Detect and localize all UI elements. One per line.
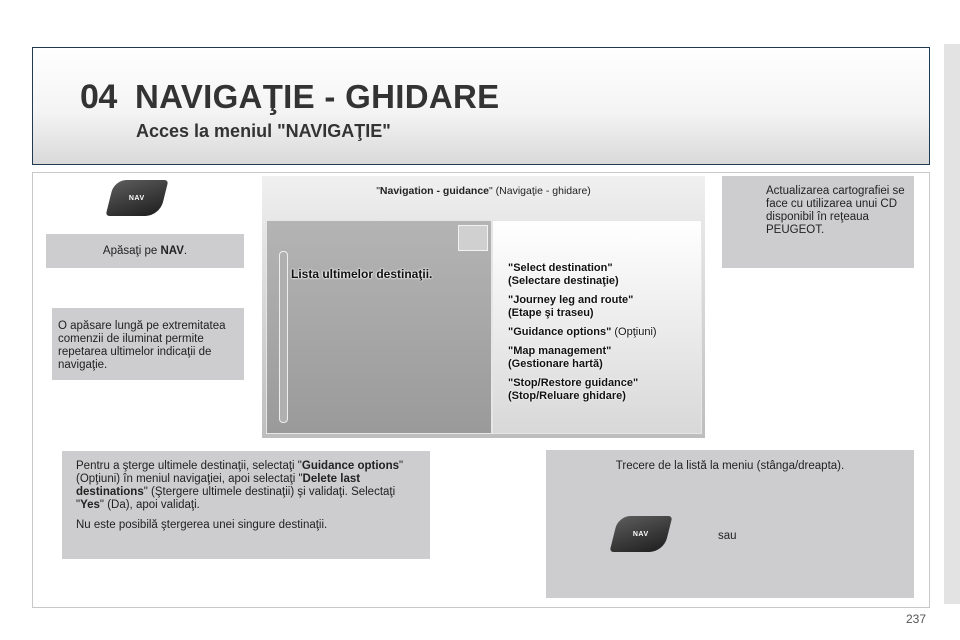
nav-button-label-alt: NAV <box>633 530 649 538</box>
menu-item-map-management[interactable]: "Map management" (Gestionare hartă) <box>508 345 612 370</box>
list-scrollbar[interactable] <box>279 251 288 423</box>
map-update-note <box>722 176 914 268</box>
press-nav-suffix: . <box>183 245 188 257</box>
screen-title: "Navigation - guidance" (Navigaţie - ghidare) <box>376 185 591 197</box>
chapter-number: 04 <box>80 78 117 116</box>
switch-text: Trecere de la listă la meniu (stânga/dreapta). <box>615 460 845 472</box>
press-nav-note <box>46 234 244 268</box>
destinations-list-panel[interactable] <box>266 220 492 434</box>
switch-list-menu-note <box>546 450 914 598</box>
menu-item-stop-restore[interactable]: "Stop/Restore guidance" (Stop/Reluare ghidare) <box>508 377 639 402</box>
page-title: NAVIGAŢIE - GHIDARE <box>135 78 500 115</box>
page-number: 237 <box>906 612 927 626</box>
menu-item-select-destination[interactable]: "Select destination" (Selectare destinaţie) <box>508 262 619 287</box>
map-update-text: Actualizarea cartografiei se face cu utilizarea unui CD disponibil în reţeaua PEUGEOT. <box>766 185 905 236</box>
or-text: sau <box>718 530 737 542</box>
delete-destinations-note <box>62 451 430 559</box>
page-subtitle: Acces la meniul "NAVIGAŢIE" <box>136 121 391 141</box>
delete-restriction: Nu este posibilă ştergerea unei singure destinaţii. <box>76 519 328 531</box>
long-press-text: O apăsare lungă pe extremitatea comenzii de iluminat permite repetarea ultimelor indicaţii de navigaţie. <box>58 320 226 371</box>
page-gutter <box>944 44 960 604</box>
press-nav-text: Apăsaţi pe <box>102 245 161 257</box>
navigation-screen <box>262 176 705 438</box>
press-nav-key: NAV <box>160 245 184 257</box>
nav-button-label: NAV <box>129 194 145 202</box>
guidance-menu <box>508 262 698 409</box>
menu-item-journey-leg[interactable]: "Journey leg and route" (Etape şi traseu) <box>508 294 634 319</box>
back-button[interactable] <box>458 225 488 251</box>
long-press-note <box>52 308 244 380</box>
menu-item-guidance-options[interactable]: "Guidance options" (Opţiuni) <box>508 326 657 338</box>
list-label: Lista ultimelor destinaţii. <box>291 267 433 281</box>
delete-instructions: Pentru a şterge ultimele destinaţii, selectaţi "Guidance options" (Opţiuni) în meniul navigaţiei, apoi selectaţi "Delete last destinations" (Ştergere ultimele destinaţii) şi validaţi. Selectaţi "Yes" (Da), apoi validaţi. <box>76 460 404 511</box>
